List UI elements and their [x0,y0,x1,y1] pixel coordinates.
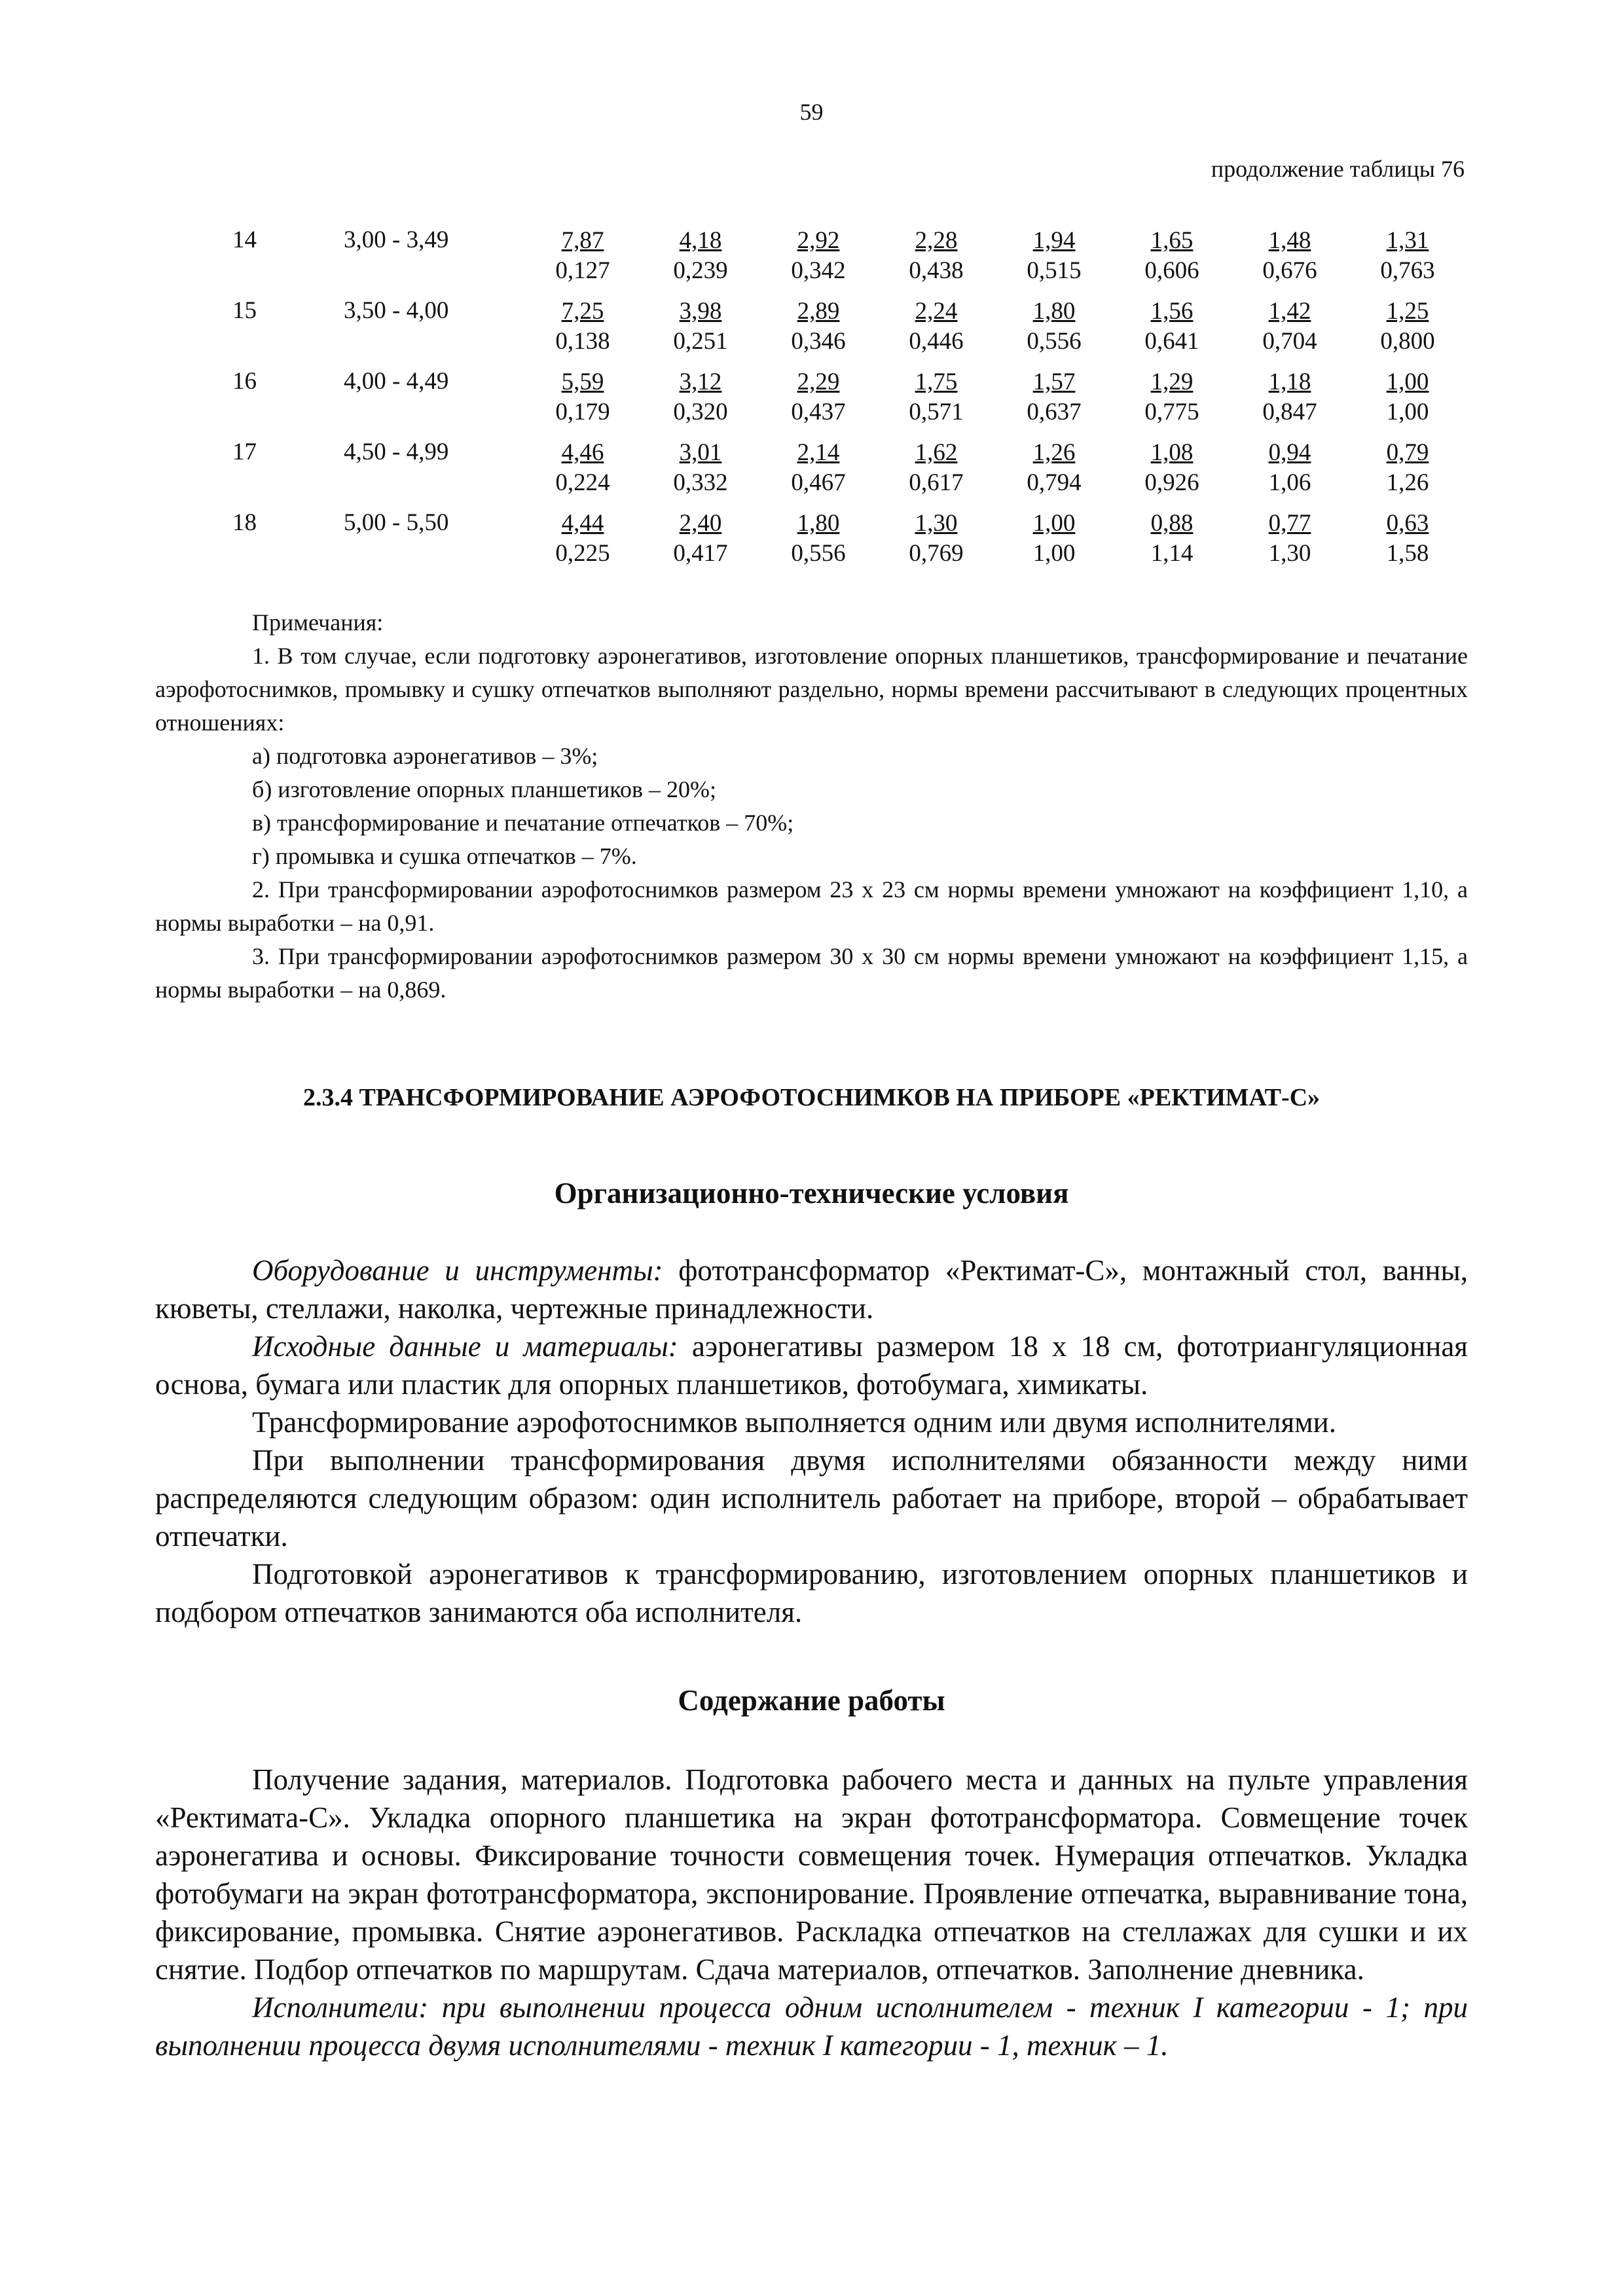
time-norm-value: 1,80 [1032,298,1076,325]
row-number: 14 [232,226,257,253]
table-cell [642,367,759,438]
table-cell [1231,509,1349,579]
output-norm-value: 0,847 [1262,399,1317,425]
time-norm-value: 3,12 [679,368,722,395]
equipment-paragraph [155,1251,1468,1327]
time-norm-value: 2,40 [679,510,722,537]
output-norm-value: 0,224 [555,469,610,496]
table-cell [642,509,759,579]
output-norm-value: 0,332 [673,469,728,496]
output-norm-value: 1,00 [1032,540,1076,567]
time-norm-value: 2,89 [797,298,840,325]
time-norm-value: 1,18 [1268,368,1311,395]
notes-block [155,606,1468,1007]
table-cell [1113,438,1231,509]
table-row [232,438,1467,509]
table-cell [1113,509,1231,579]
table-cell [995,367,1113,438]
time-norm-value: 0,88 [1150,510,1194,537]
source-data-label: Исходные данные и материалы: [252,1330,678,1363]
table-cell [759,438,877,509]
row-range: 4,00 - 4,49 [344,368,449,395]
table-row [232,509,1467,579]
output-norm-value: 1,06 [1268,469,1311,496]
time-norm-value: 2,14 [797,439,840,466]
time-norm-value: 0,94 [1268,439,1311,466]
note-1: 1. В том случае, если подготовку аэронегативов, изготовление опорных планшетиков, трансформирование и печатание аэрофотоснимков, промывку и сушку отпечатков выполняют раздельно, нормы времени рассчитывают в следующих процентных отношениях: [155,643,1468,736]
table-cell [995,438,1113,509]
table-cell [1231,438,1349,509]
row-range: 3,00 - 3,49 [344,226,449,253]
output-norm-value: 0,138 [555,328,610,355]
table-cell [1231,296,1349,367]
work-content-title: Содержание работы [678,1684,945,1717]
equipment-label: Оборудование и инструменты: [252,1254,663,1287]
table-cell [642,296,759,367]
output-norm-value: 0,769 [909,540,964,567]
table-cell [1113,367,1231,438]
equipment-text: фототрансформатор «Ректимат-С», монтажный стол, ванны, кюветы, стеллажи, наколка, чертежные принадлежности. [155,1254,1468,1325]
performers-paragraph: Исполнители: при выполнении процесса одним исполнителем - техник I категории - 1; при выполнении процесса двумя исполнителями - техник I категории - 1, техник – 1. [155,1991,1468,2062]
table-cell [524,226,642,296]
section-title: 2.3.4 ТРАНСФОРМИРОВАНИЕ АЭРОФОТОСНИМКОВ НА ПРИБОРЕ «РЕКТИМАТ-С» [302,1084,1321,1111]
time-norm-value: 1,80 [797,510,840,537]
table-cell [1231,226,1349,296]
time-norm-value: 1,25 [1386,298,1429,325]
output-norm-value: 0,417 [673,540,728,567]
time-norm-value: 1,30 [915,510,958,537]
time-norm-value: 1,56 [1150,298,1194,325]
table-cell [1113,296,1231,367]
output-norm-value: 1,26 [1386,469,1429,496]
table-cell [877,367,995,438]
time-norm-value: 2,28 [915,227,958,254]
row-number: 18 [232,509,257,536]
time-norm-value: 1,08 [1150,439,1194,466]
output-norm-value: 0,342 [791,257,846,284]
time-norm-value: 1,48 [1268,227,1311,254]
note-item-v: в) трансформирование и печатание отпечатков – 70%; [252,810,794,836]
row-number: 16 [232,368,257,395]
table-row [232,296,1467,367]
time-norm-value: 1,31 [1386,227,1429,254]
row-number: 17 [232,439,257,465]
time-norm-value: 7,25 [561,298,604,325]
output-norm-value: 0,617 [909,469,964,496]
org-paragraph-2: При выполнении трансформирования двумя исполнителями обязанности между ними распределяются следующим образом: один исполнитель работает на приборе, второй – обрабатывает отпечатки. [155,1444,1468,1552]
table-cell [877,296,995,367]
table-cell [877,509,995,579]
time-norm-value: 3,98 [679,298,722,325]
table-cell [642,226,759,296]
time-norm-value: 1,65 [1150,227,1194,254]
output-norm-value: 0,515 [1027,257,1082,284]
org-paragraph-1: Трансформирование аэрофотоснимков выполняется одним или двумя исполнителями. [252,1406,1337,1439]
output-norm-value: 0,641 [1144,328,1199,355]
table-cell [759,226,877,296]
time-norm-value: 2,92 [797,227,840,254]
notes-heading: Примечания: [252,609,384,636]
time-norm-value: 0,77 [1268,510,1311,537]
table-cell [877,226,995,296]
table-cell [759,367,877,438]
time-norm-value: 1,00 [1386,368,1429,395]
work-content-body [155,1761,1468,2064]
time-norm-value: 1,62 [915,439,958,466]
page-number: 59 [799,99,824,125]
output-norm-value: 0,225 [555,540,610,567]
row-number: 15 [232,297,257,324]
output-norm-value: 0,926 [1144,469,1199,496]
time-norm-value: 4,18 [679,227,722,254]
source-data-paragraph [155,1327,1468,1403]
time-norm-value: 4,44 [561,510,604,537]
table-cell [1231,367,1349,438]
output-norm-value: 0,775 [1144,399,1199,425]
table-cell [1349,296,1467,367]
output-norm-value: 0,637 [1027,399,1082,425]
time-norm-value: 2,29 [797,368,840,395]
time-norm-value: 2,24 [915,298,958,325]
time-norm-value: 5,59 [561,368,604,395]
row-range: 3,50 - 4,00 [344,297,449,324]
time-norm-value: 1,29 [1150,368,1194,395]
table-cell [524,367,642,438]
table-cell [642,438,759,509]
output-norm-value: 0,794 [1027,469,1082,496]
output-norm-value: 0,127 [555,257,610,284]
table-cell [524,509,642,579]
output-norm-value: 0,446 [909,328,964,355]
time-norm-value: 1,57 [1032,368,1076,395]
output-norm-value: 0,676 [1262,257,1317,284]
output-norm-value: 0,438 [909,257,964,284]
time-norm-value: 1,00 [1032,510,1076,537]
time-norm-value: 3,01 [679,439,722,466]
note-item-a: а) подготовка аэронегативов – 3%; [252,743,598,769]
table-continuation-label: продолжение таблицы 76 [1211,156,1465,182]
output-norm-value: 0,437 [791,399,846,425]
time-norm-value: 0,79 [1386,439,1429,466]
output-norm-value: 0,251 [673,328,728,355]
output-norm-value: 0,556 [791,540,846,567]
time-norm-value: 0,63 [1386,510,1429,537]
table-cell [1349,438,1467,509]
output-norm-value: 0,606 [1144,257,1199,284]
org-conditions-title: Организационно-технические условия [554,1177,1069,1210]
time-norm-value: 4,46 [561,439,604,466]
output-norm-value: 0,704 [1262,328,1317,355]
org-conditions-body [155,1251,1468,1631]
time-norm-value: 7,87 [561,227,604,254]
norms-table [232,226,1467,579]
table-cell [1349,367,1467,438]
output-norm-value: 1,14 [1150,540,1194,567]
output-norm-value: 0,571 [909,399,964,425]
note-3: 3. При трансформировании аэрофотоснимков размером 30 х 30 см нормы времени умножают на коэффициент 1,15, а нормы выработки – на 0,869. [155,943,1468,1003]
note-item-b: б) изготовление опорных планшетиков – 20%; [252,776,716,802]
row-range: 5,00 - 5,50 [344,509,449,536]
output-norm-value: 0,346 [791,328,846,355]
table-cell [1113,226,1231,296]
org-paragraph-3: Подготовкой аэронегативов к трансформированию, изготовлением опорных планшетиков и подбором отпечатков занимаются оба исполнителя. [155,1558,1468,1628]
output-norm-value: 1,58 [1386,540,1429,567]
output-norm-value: 1,00 [1386,399,1429,425]
source-data-text: аэронегативы размером 18 х 18 см, фототриангуляционная основа, бумага или пластик для опорных планшетиков, фотобумага, химикаты. [155,1330,1468,1401]
table-cell [995,509,1113,579]
table-cell [1349,509,1467,579]
output-norm-value: 0,467 [791,469,846,496]
output-norm-value: 0,239 [673,257,728,284]
table-cell [759,296,877,367]
output-norm-value: 1,30 [1268,540,1311,567]
note-2: 2. При трансформировании аэрофотоснимков размером 23 х 23 см нормы времени умножают на коэффициент 1,10, а нормы выработки – на 0,91. [155,876,1468,936]
time-norm-value: 1,75 [915,368,958,395]
time-norm-value: 1,42 [1268,298,1311,325]
output-norm-value: 0,179 [555,399,610,425]
time-norm-value: 1,94 [1032,227,1076,254]
output-norm-value: 0,556 [1027,328,1082,355]
table-row [232,226,1467,296]
output-norm-value: 0,763 [1380,257,1435,284]
table-cell [524,438,642,509]
output-norm-value: 0,800 [1380,328,1435,355]
work-content-paragraph: Получение задания, материалов. Подготовка рабочего места и данных на пульте управления «Ректимата-С». Укладка опорного планшетика на экран фототрансформатора. Совмещение точек аэронегатива и основы. Фиксирование точности совмещения точек. Нумерация отпечатков. Укладка фотобумаги на экран фототрансформатора, экспонирование. Проявление отпечатка, выравнивание тона, фиксирование, промывка. Снятие аэронегативов. Раскладка отпечатков на стеллажах для сушки и их снятие. Подбор отпечатков по маршрутам. Сдача материалов, отпечатков. Заполнение дневника. [155,1763,1468,1986]
table-cell [1349,226,1467,296]
table-cell [877,438,995,509]
table-cell [995,296,1113,367]
table-cell [759,509,877,579]
row-range: 4,50 - 4,99 [344,439,449,465]
time-norm-value: 1,26 [1032,439,1076,466]
output-norm-value: 0,320 [673,399,728,425]
note-item-g: г) промывка и сушка отпечатков – 7%. [252,843,637,869]
table-cell [995,226,1113,296]
table-cell [524,296,642,367]
table-row [232,367,1467,438]
